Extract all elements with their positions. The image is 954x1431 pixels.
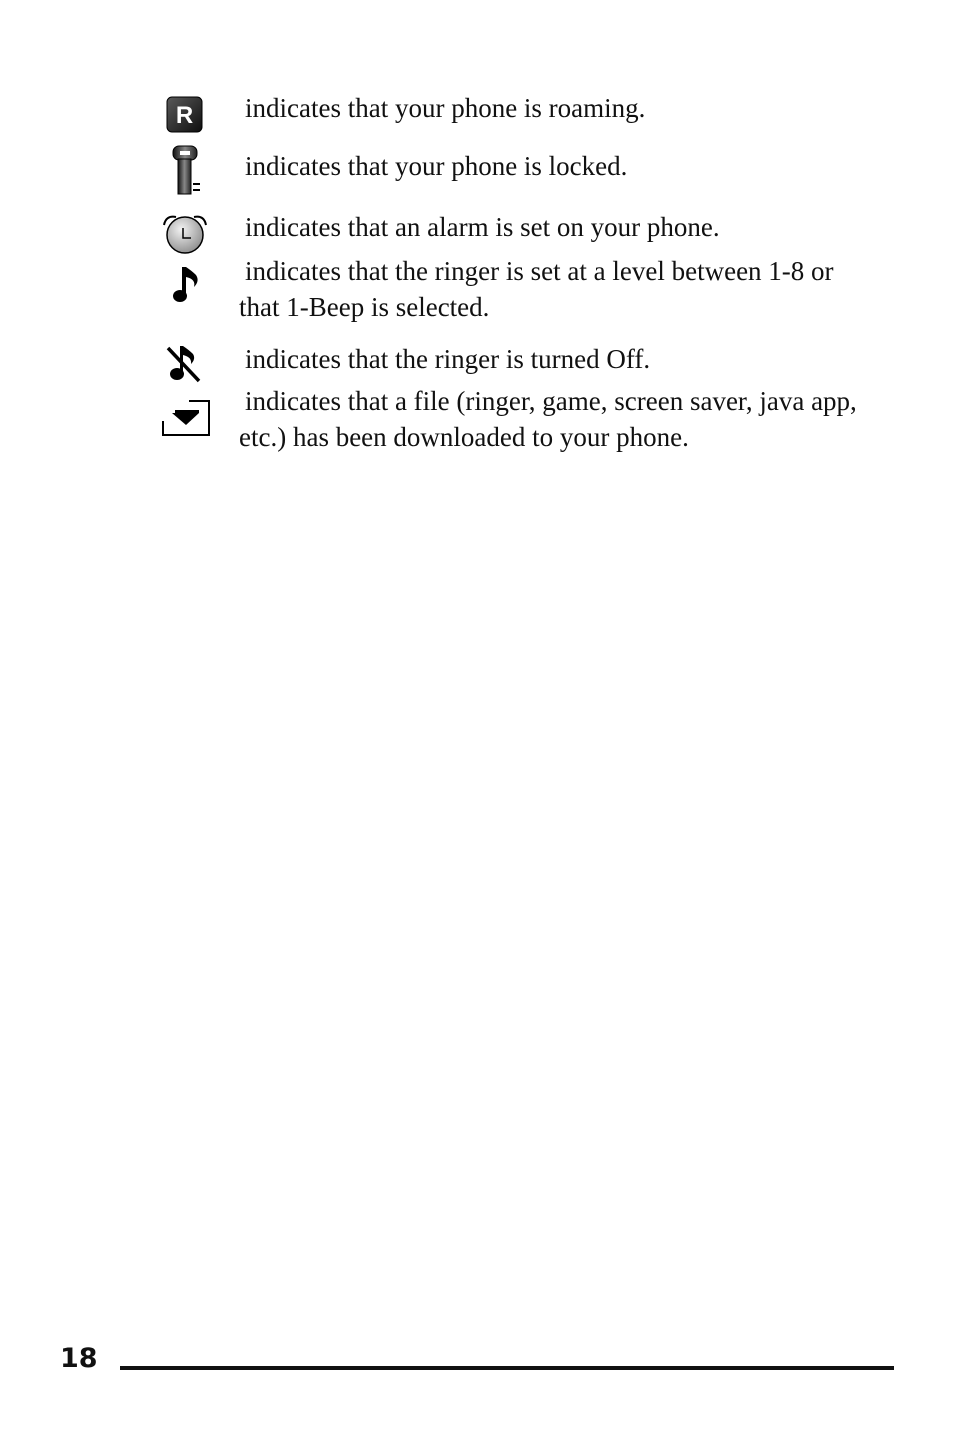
- ringer-off-icon: [165, 343, 201, 383]
- key-lock-icon: [170, 145, 204, 197]
- alarm-description: indicates that an alarm is set on your phone.: [245, 212, 720, 242]
- ringer-off-description: indicates that the ringer is turned Off.: [245, 344, 651, 374]
- roaming-description: indicates that your phone is roaming.: [245, 93, 646, 123]
- roaming-letter: R: [175, 102, 194, 129]
- roaming-icon: [166, 96, 203, 133]
- download-tray-icon: [159, 397, 213, 439]
- locked-description: indicates that your phone is locked.: [245, 151, 628, 181]
- download-description: indicates that a file (ringer, game, screen saver, java app, etc.) has been downloaded to your phone.: [239, 386, 864, 452]
- music-note-icon: [172, 265, 202, 305]
- ringer-level-description: indicates that the ringer is set at a level between 1-8 or that 1-Beep is selected.: [239, 256, 841, 322]
- footer-rule: [120, 1366, 894, 1370]
- alarm-clock-icon: [160, 213, 210, 255]
- page-number: 18: [60, 1343, 98, 1374]
